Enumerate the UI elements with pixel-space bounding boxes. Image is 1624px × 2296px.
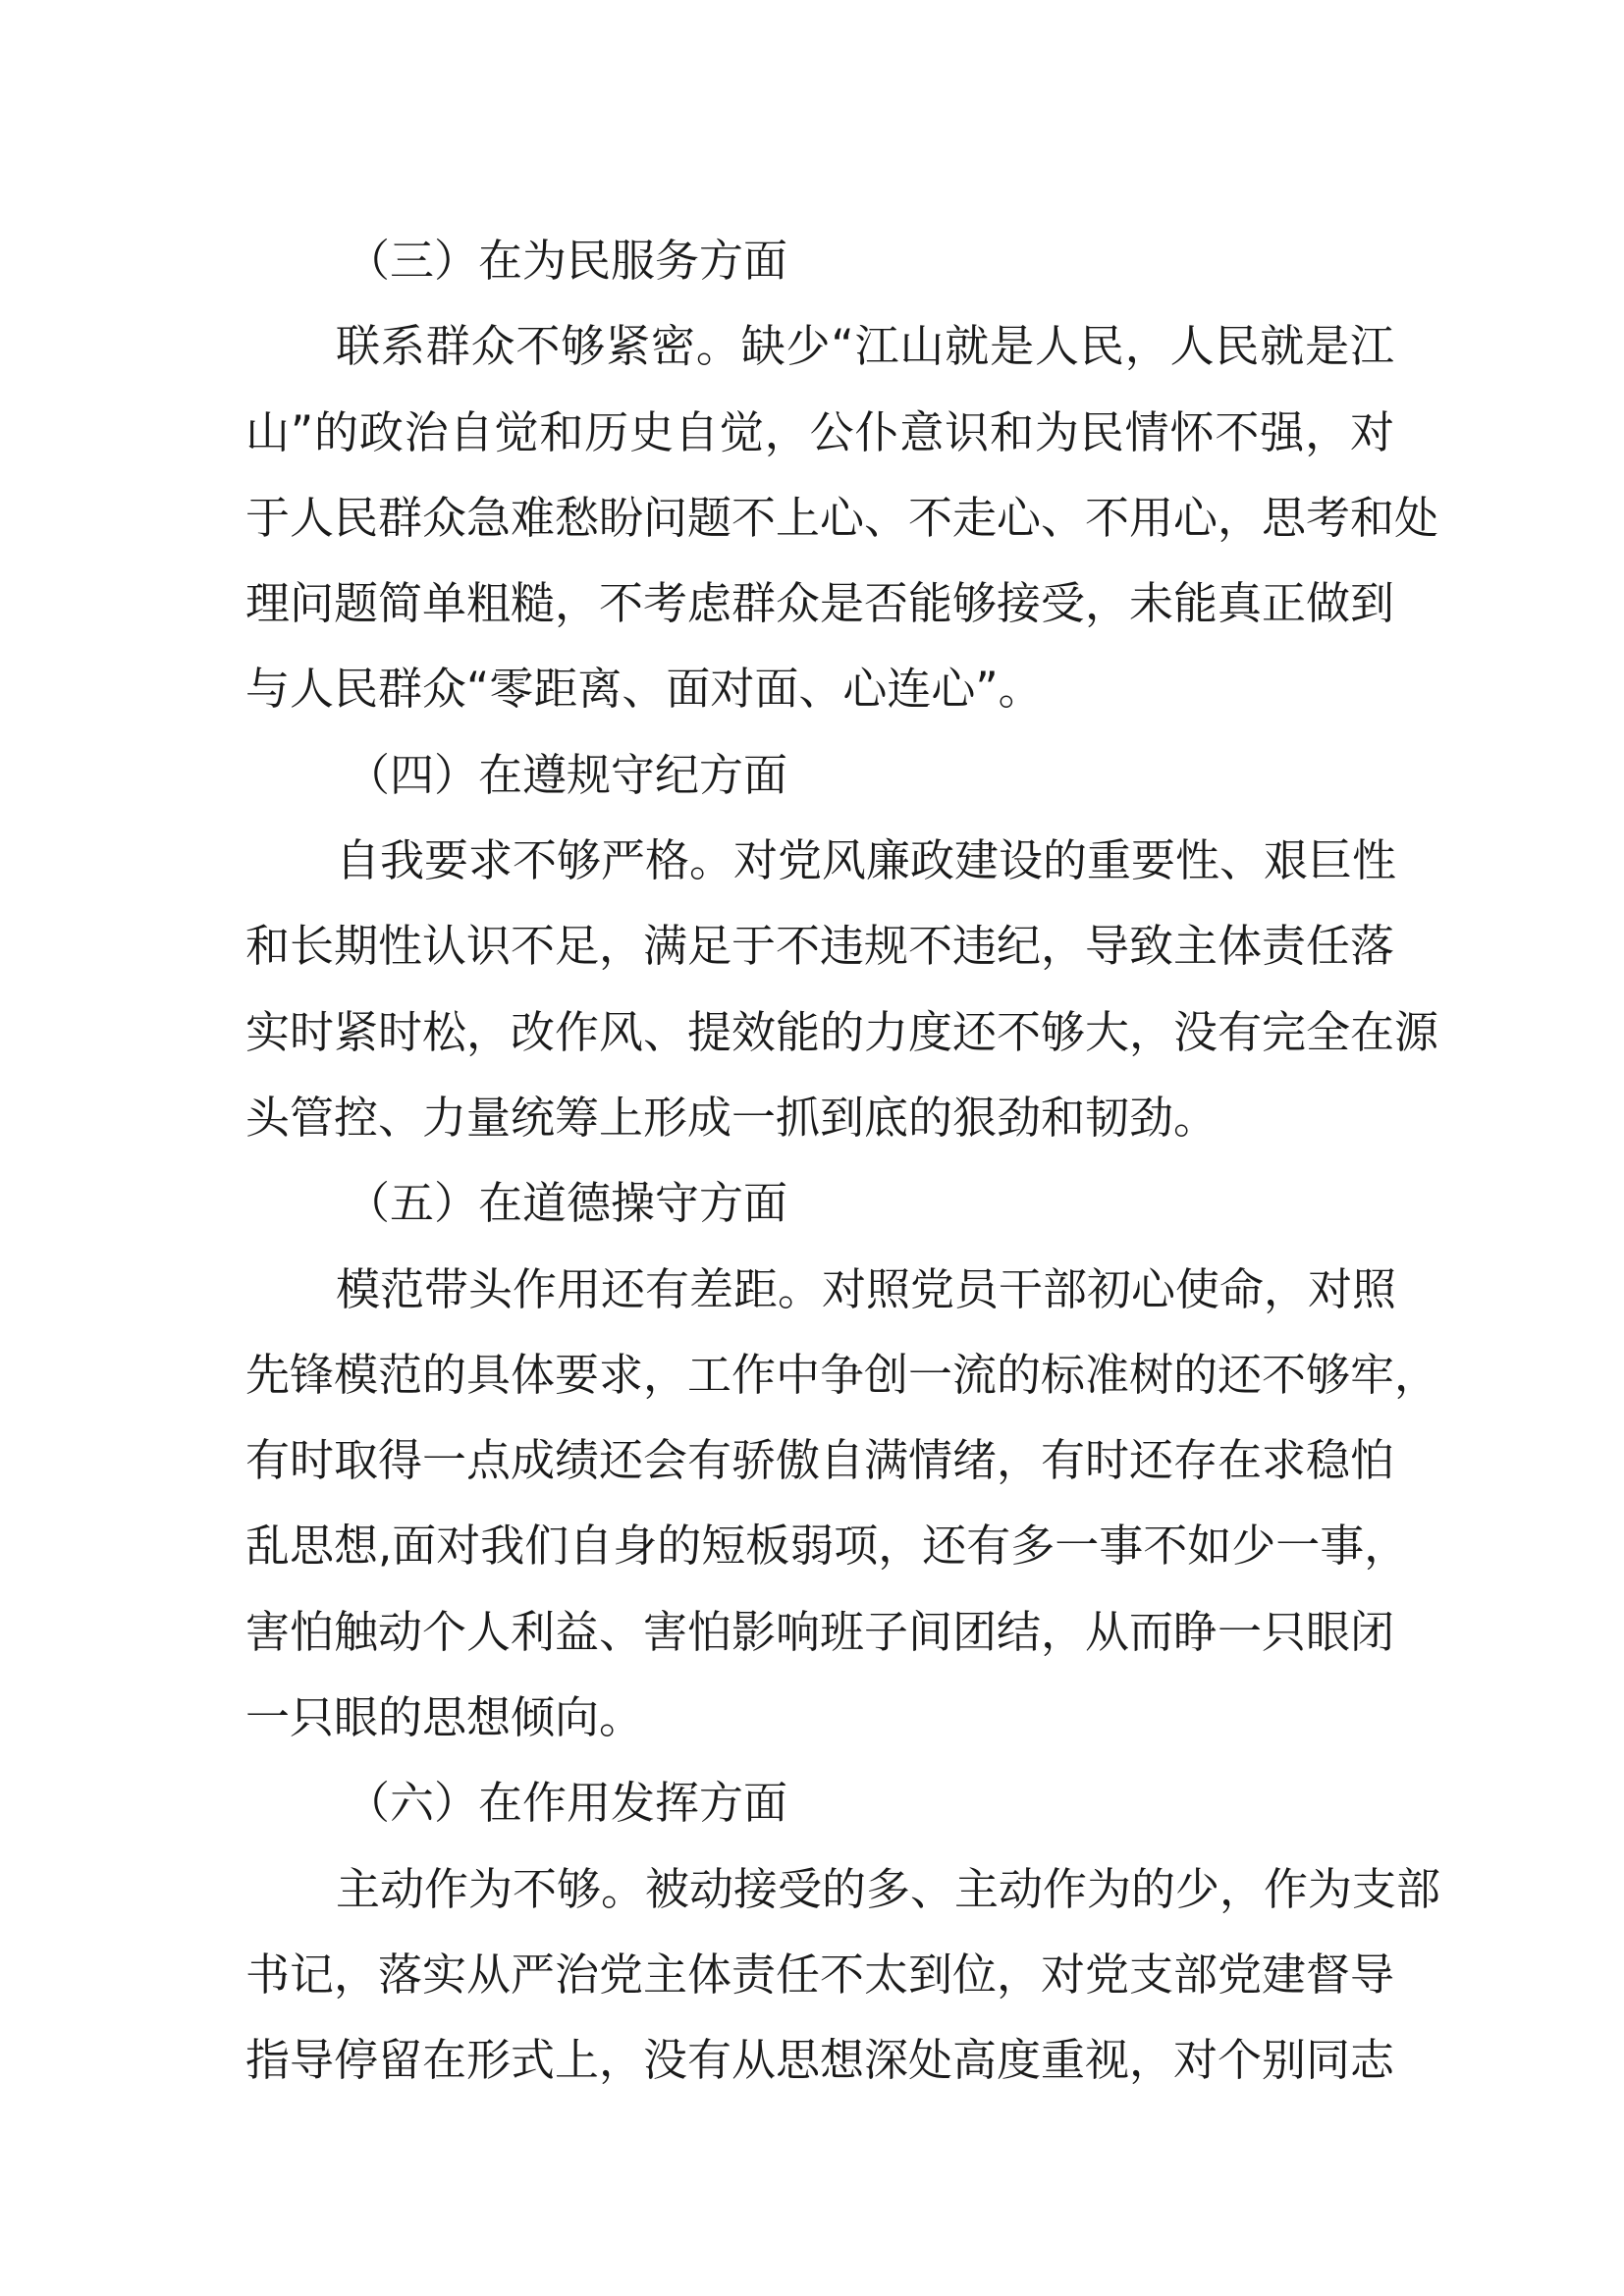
- paragraph-line: 自我要求不够严格。对党风廉政建设的重要性、艰巨性: [336, 834, 1397, 887]
- paragraph-line: 一只眼的思想倾向。: [245, 1691, 644, 1744]
- paragraph-line: 书记，落实从严治党主体责任不太到位，对党支部党建督导: [245, 1948, 1395, 2001]
- paragraph-line: 山”的政治自觉和历史自觉，公仆意识和为民情怀不强，对: [245, 405, 1394, 458]
- section-heading-5: （五）在道德操守方面: [346, 1177, 788, 1230]
- paragraph-line: 害怕触动个人利益、害怕影响班子间团结，从而睁一只眼闭: [245, 1605, 1395, 1658]
- paragraph-line: 联系群众不够紧密。缺少“江山就是人民，人民就是江: [336, 320, 1394, 373]
- paragraph-line: 指导停留在形式上，没有从思想深处高度重视，对个别同志: [245, 2034, 1395, 2087]
- section-heading-3: （三）在为民服务方面: [346, 235, 788, 287]
- paragraph-line: 主动作为不够。被动接受的多、主动作为的少，作为支部: [336, 1862, 1441, 1915]
- paragraph-line: 与人民群众“零距离、面对面、心连心”。: [245, 663, 1043, 716]
- paragraph-line: 有时取得一点成绩还会有骄傲自满情绪，有时还存在求稳怕: [245, 1434, 1395, 1487]
- paragraph-line: 先锋模范的具体要求，工作中争创一流的标准树的还不够牢，: [245, 1348, 1439, 1401]
- paragraph-line: 头管控、力量统筹上形成一抓到底的狠劲和韧劲。: [245, 1091, 1218, 1144]
- paragraph-line: 于人民群众急难愁盼问题不上心、不走心、不用心，思考和处: [245, 491, 1439, 544]
- section-heading-6: （六）在作用发挥方面: [346, 1777, 788, 1830]
- section-heading-4: （四）在遵规守纪方面: [346, 748, 788, 801]
- paragraph-line: 理问题简单粗糙，不考虑群众是否能够接受，未能真正做到: [245, 577, 1395, 630]
- paragraph-line: 乱思想,面对我们自身的短板弱项，还有多一事不如少一事，: [245, 1520, 1409, 1573]
- paragraph-line: 实时紧时松，改作风、提效能的力度还不够大，没有完全在源: [245, 1005, 1439, 1058]
- paragraph-line: 和长期性认识不足，满足于不违规不违纪，导致主体责任落: [245, 920, 1395, 973]
- document-body: [245, 218, 1441, 2104]
- paragraph-line: 模范带头作用还有差距。对照党员干部初心使命，对照: [336, 1262, 1397, 1315]
